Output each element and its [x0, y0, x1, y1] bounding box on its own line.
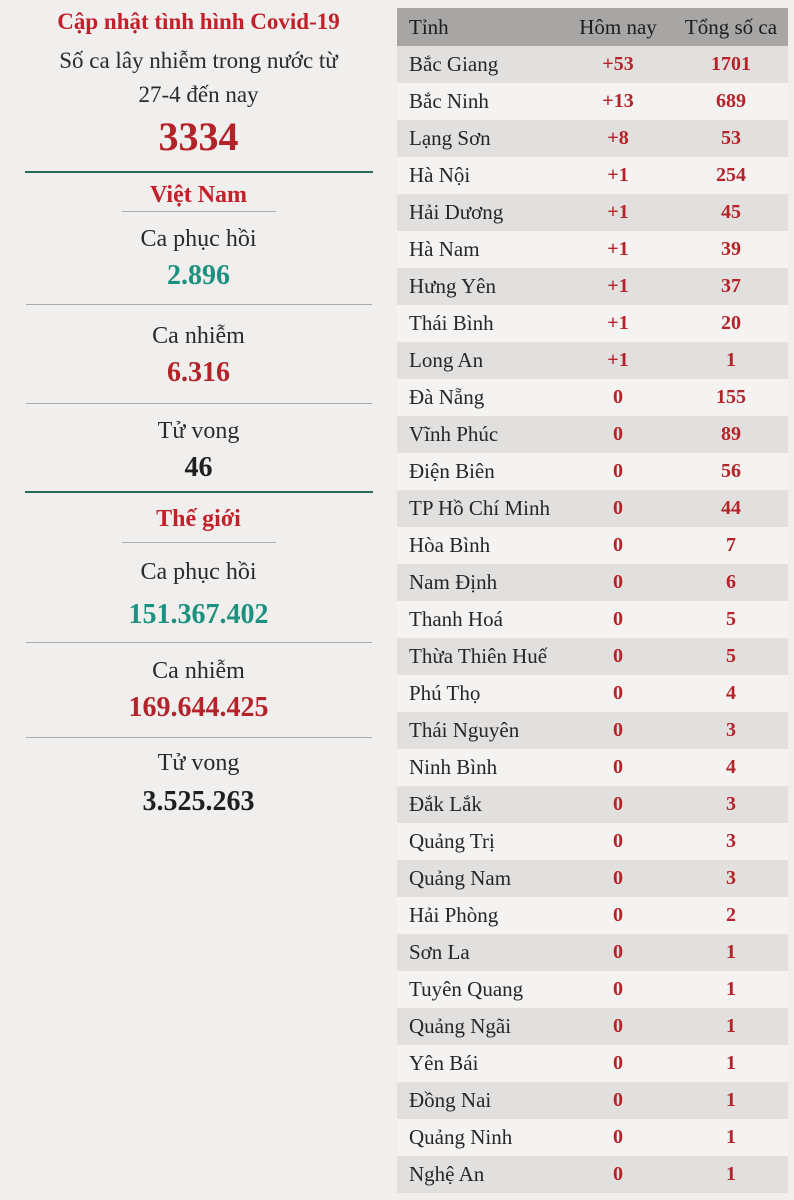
table-row — [397, 305, 788, 342]
vn-infected-value: 6.316 — [167, 357, 230, 388]
today-cell: 0 — [613, 793, 623, 815]
today-cell: 0 — [613, 497, 623, 519]
province-cell: Đà Nẵng — [409, 385, 485, 409]
vn-infected-label: Ca nhiễm — [152, 323, 245, 349]
total-cell: 56 — [721, 460, 741, 482]
province-cell: Đắk Lắk — [409, 792, 482, 816]
province-cell: Bắc Ninh — [409, 89, 489, 113]
world-deaths-label: Tử vong — [157, 750, 240, 776]
total-cell: 4 — [726, 756, 736, 778]
total-cell: 53 — [721, 127, 741, 149]
divider-gray — [26, 403, 372, 404]
table-row — [397, 490, 788, 527]
province-cell: Hà Nam — [409, 237, 480, 261]
divider-teal — [25, 491, 373, 493]
province-cell: Hà Nội — [409, 163, 471, 187]
total-cell: 4 — [726, 682, 736, 704]
today-cell: 0 — [613, 1052, 623, 1074]
column-header-province: Tỉnh — [409, 14, 449, 39]
vn-deaths-value: 46 — [184, 452, 213, 483]
divider-gray — [26, 737, 372, 738]
world-recovered-label: Ca phục hồi — [140, 559, 257, 585]
province-cell: Quảng Trị — [409, 829, 495, 853]
world-deaths-value: 3.525.263 — [142, 786, 255, 817]
today-cell: +1 — [607, 238, 629, 260]
table-row — [397, 1119, 788, 1156]
total-cell: 45 — [721, 201, 741, 223]
today-cell: 0 — [613, 1126, 623, 1148]
total-cell: 5 — [726, 608, 736, 630]
today-cell: +1 — [607, 349, 629, 371]
today-cell: 0 — [613, 534, 623, 556]
table-row — [397, 749, 788, 786]
domestic-total-value: 3334 — [158, 114, 239, 159]
province-cell: Tuyên Quang — [409, 977, 524, 1001]
total-cell: 6 — [726, 571, 736, 593]
table-row — [397, 1045, 788, 1082]
total-cell: 7 — [726, 534, 736, 556]
world-heading: Thế giới — [156, 506, 241, 532]
province-cell: Phú Thọ — [409, 681, 481, 705]
divider-short — [122, 211, 276, 212]
today-cell: 0 — [613, 1089, 623, 1111]
subtitle-line2: 27-4 đến nay — [138, 82, 259, 107]
total-cell: 3 — [726, 830, 736, 852]
world-infected-value: 169.644.425 — [128, 692, 269, 723]
world-recovered-value: 151.367.402 — [128, 599, 269, 630]
table-row — [397, 934, 788, 971]
divider-teal — [25, 171, 373, 173]
table-row — [397, 83, 788, 120]
total-cell: 254 — [716, 164, 746, 186]
today-cell: 0 — [613, 571, 623, 593]
table-row — [397, 823, 788, 860]
table-row — [397, 46, 788, 83]
vn-deaths-label: Tử vong — [157, 418, 240, 444]
table-row — [397, 157, 788, 194]
province-cell: Yên Bái — [409, 1051, 479, 1075]
province-table — [397, 8, 788, 1193]
province-cell: Quảng Ninh — [409, 1125, 513, 1149]
table-row — [397, 638, 788, 675]
province-cell: Điện Biên — [409, 459, 495, 483]
total-cell: 1 — [726, 1163, 736, 1185]
total-cell: 1 — [726, 1015, 736, 1037]
province-cell: Hưng Yên — [409, 274, 497, 298]
table-row — [397, 897, 788, 934]
today-cell: 0 — [613, 608, 623, 630]
province-cell: Long An — [409, 348, 484, 372]
vn-recovered-value: 2.896 — [167, 260, 230, 291]
total-cell: 89 — [721, 423, 741, 445]
today-cell: +1 — [607, 275, 629, 297]
province-cell: Đồng Nai — [409, 1088, 492, 1112]
total-cell: 3 — [726, 867, 736, 889]
table-row — [397, 1156, 788, 1193]
total-cell: 2 — [726, 904, 736, 926]
today-cell: +1 — [607, 164, 629, 186]
table-row — [397, 860, 788, 897]
column-header-today: Hôm nay — [579, 14, 657, 39]
world-infected-label: Ca nhiễm — [152, 658, 245, 684]
table-row — [397, 231, 788, 268]
today-cell: 0 — [613, 460, 623, 482]
total-cell: 1 — [726, 978, 736, 1000]
table-row — [397, 971, 788, 1008]
total-cell: 44 — [721, 497, 741, 519]
today-cell: 0 — [613, 941, 623, 963]
table-row — [397, 601, 788, 638]
today-cell: +53 — [602, 53, 634, 75]
total-cell: 37 — [721, 275, 741, 297]
column-header-total: Tổng số ca — [684, 14, 778, 39]
divider-short — [122, 542, 276, 543]
table-header — [397, 8, 788, 46]
today-cell: 0 — [613, 386, 623, 408]
province-cell: Nghệ An — [409, 1162, 485, 1186]
table-row — [397, 416, 788, 453]
table-row — [397, 1008, 788, 1045]
total-cell: 1 — [726, 1089, 736, 1111]
today-cell: +1 — [607, 201, 629, 223]
province-cell: Quảng Nam — [409, 866, 512, 890]
total-cell: 1 — [726, 349, 736, 371]
total-cell: 20 — [721, 312, 741, 334]
total-cell: 5 — [726, 645, 736, 667]
page-title: Cập nhật tình hình Covid-19 — [57, 9, 340, 34]
province-cell: Ninh Bình — [409, 755, 498, 779]
province-cell: Thái Nguyên — [409, 718, 520, 742]
vn-recovered-label: Ca phục hồi — [140, 226, 257, 252]
total-cell: 689 — [716, 90, 746, 112]
today-cell: 0 — [613, 682, 623, 704]
table-row — [397, 379, 788, 416]
vietnam-heading: Việt Nam — [149, 182, 248, 208]
table-row — [397, 342, 788, 379]
table-row — [397, 120, 788, 157]
province-cell: Thái Bình — [409, 311, 494, 335]
today-cell: 0 — [613, 719, 623, 741]
province-cell: Lạng Sơn — [409, 126, 491, 150]
table-row — [397, 268, 788, 305]
today-cell: +8 — [607, 127, 629, 149]
table-row — [397, 712, 788, 749]
province-cell: Quảng Ngãi — [409, 1014, 512, 1038]
table-row — [397, 453, 788, 490]
province-cell: Nam Định — [409, 570, 498, 594]
total-cell: 1 — [726, 941, 736, 963]
province-cell: Thanh Hoá — [409, 607, 503, 631]
province-cell: Bắc Giang — [409, 52, 499, 76]
today-cell: 0 — [613, 830, 623, 852]
today-cell: 0 — [613, 423, 623, 445]
today-cell: +13 — [602, 90, 634, 112]
today-cell: 0 — [613, 645, 623, 667]
total-cell: 1 — [726, 1052, 736, 1074]
table-row — [397, 194, 788, 231]
today-cell: 0 — [613, 867, 623, 889]
province-cell: Vĩnh Phúc — [409, 422, 499, 446]
province-cell: TP Hồ Chí Minh — [409, 496, 550, 520]
table-row — [397, 1082, 788, 1119]
today-cell: 0 — [613, 1015, 623, 1037]
table-row — [397, 564, 788, 601]
subtitle-line1: Số ca lây nhiễm trong nước từ — [59, 48, 338, 73]
total-cell: 3 — [726, 793, 736, 815]
table-row — [397, 675, 788, 712]
today-cell: +1 — [607, 312, 629, 334]
table-row — [397, 786, 788, 823]
today-cell: 0 — [613, 978, 623, 1000]
province-cell: Thừa Thiên Huế — [409, 644, 548, 668]
total-cell: 1 — [726, 1126, 736, 1148]
today-cell: 0 — [613, 756, 623, 778]
today-cell: 0 — [613, 904, 623, 926]
province-cell: Hòa Bình — [409, 533, 491, 557]
total-cell: 155 — [716, 386, 746, 408]
province-cell: Hải Phòng — [409, 903, 499, 927]
divider-gray — [26, 642, 372, 643]
province-cell: Sơn La — [409, 940, 470, 964]
today-cell: 0 — [613, 1163, 623, 1185]
divider-gray — [26, 304, 372, 305]
table-body — [397, 46, 788, 1193]
total-cell: 1701 — [711, 53, 751, 75]
total-cell: 39 — [721, 238, 741, 260]
total-cell: 3 — [726, 719, 736, 741]
table-row — [397, 527, 788, 564]
province-cell: Hải Dương — [409, 200, 504, 224]
